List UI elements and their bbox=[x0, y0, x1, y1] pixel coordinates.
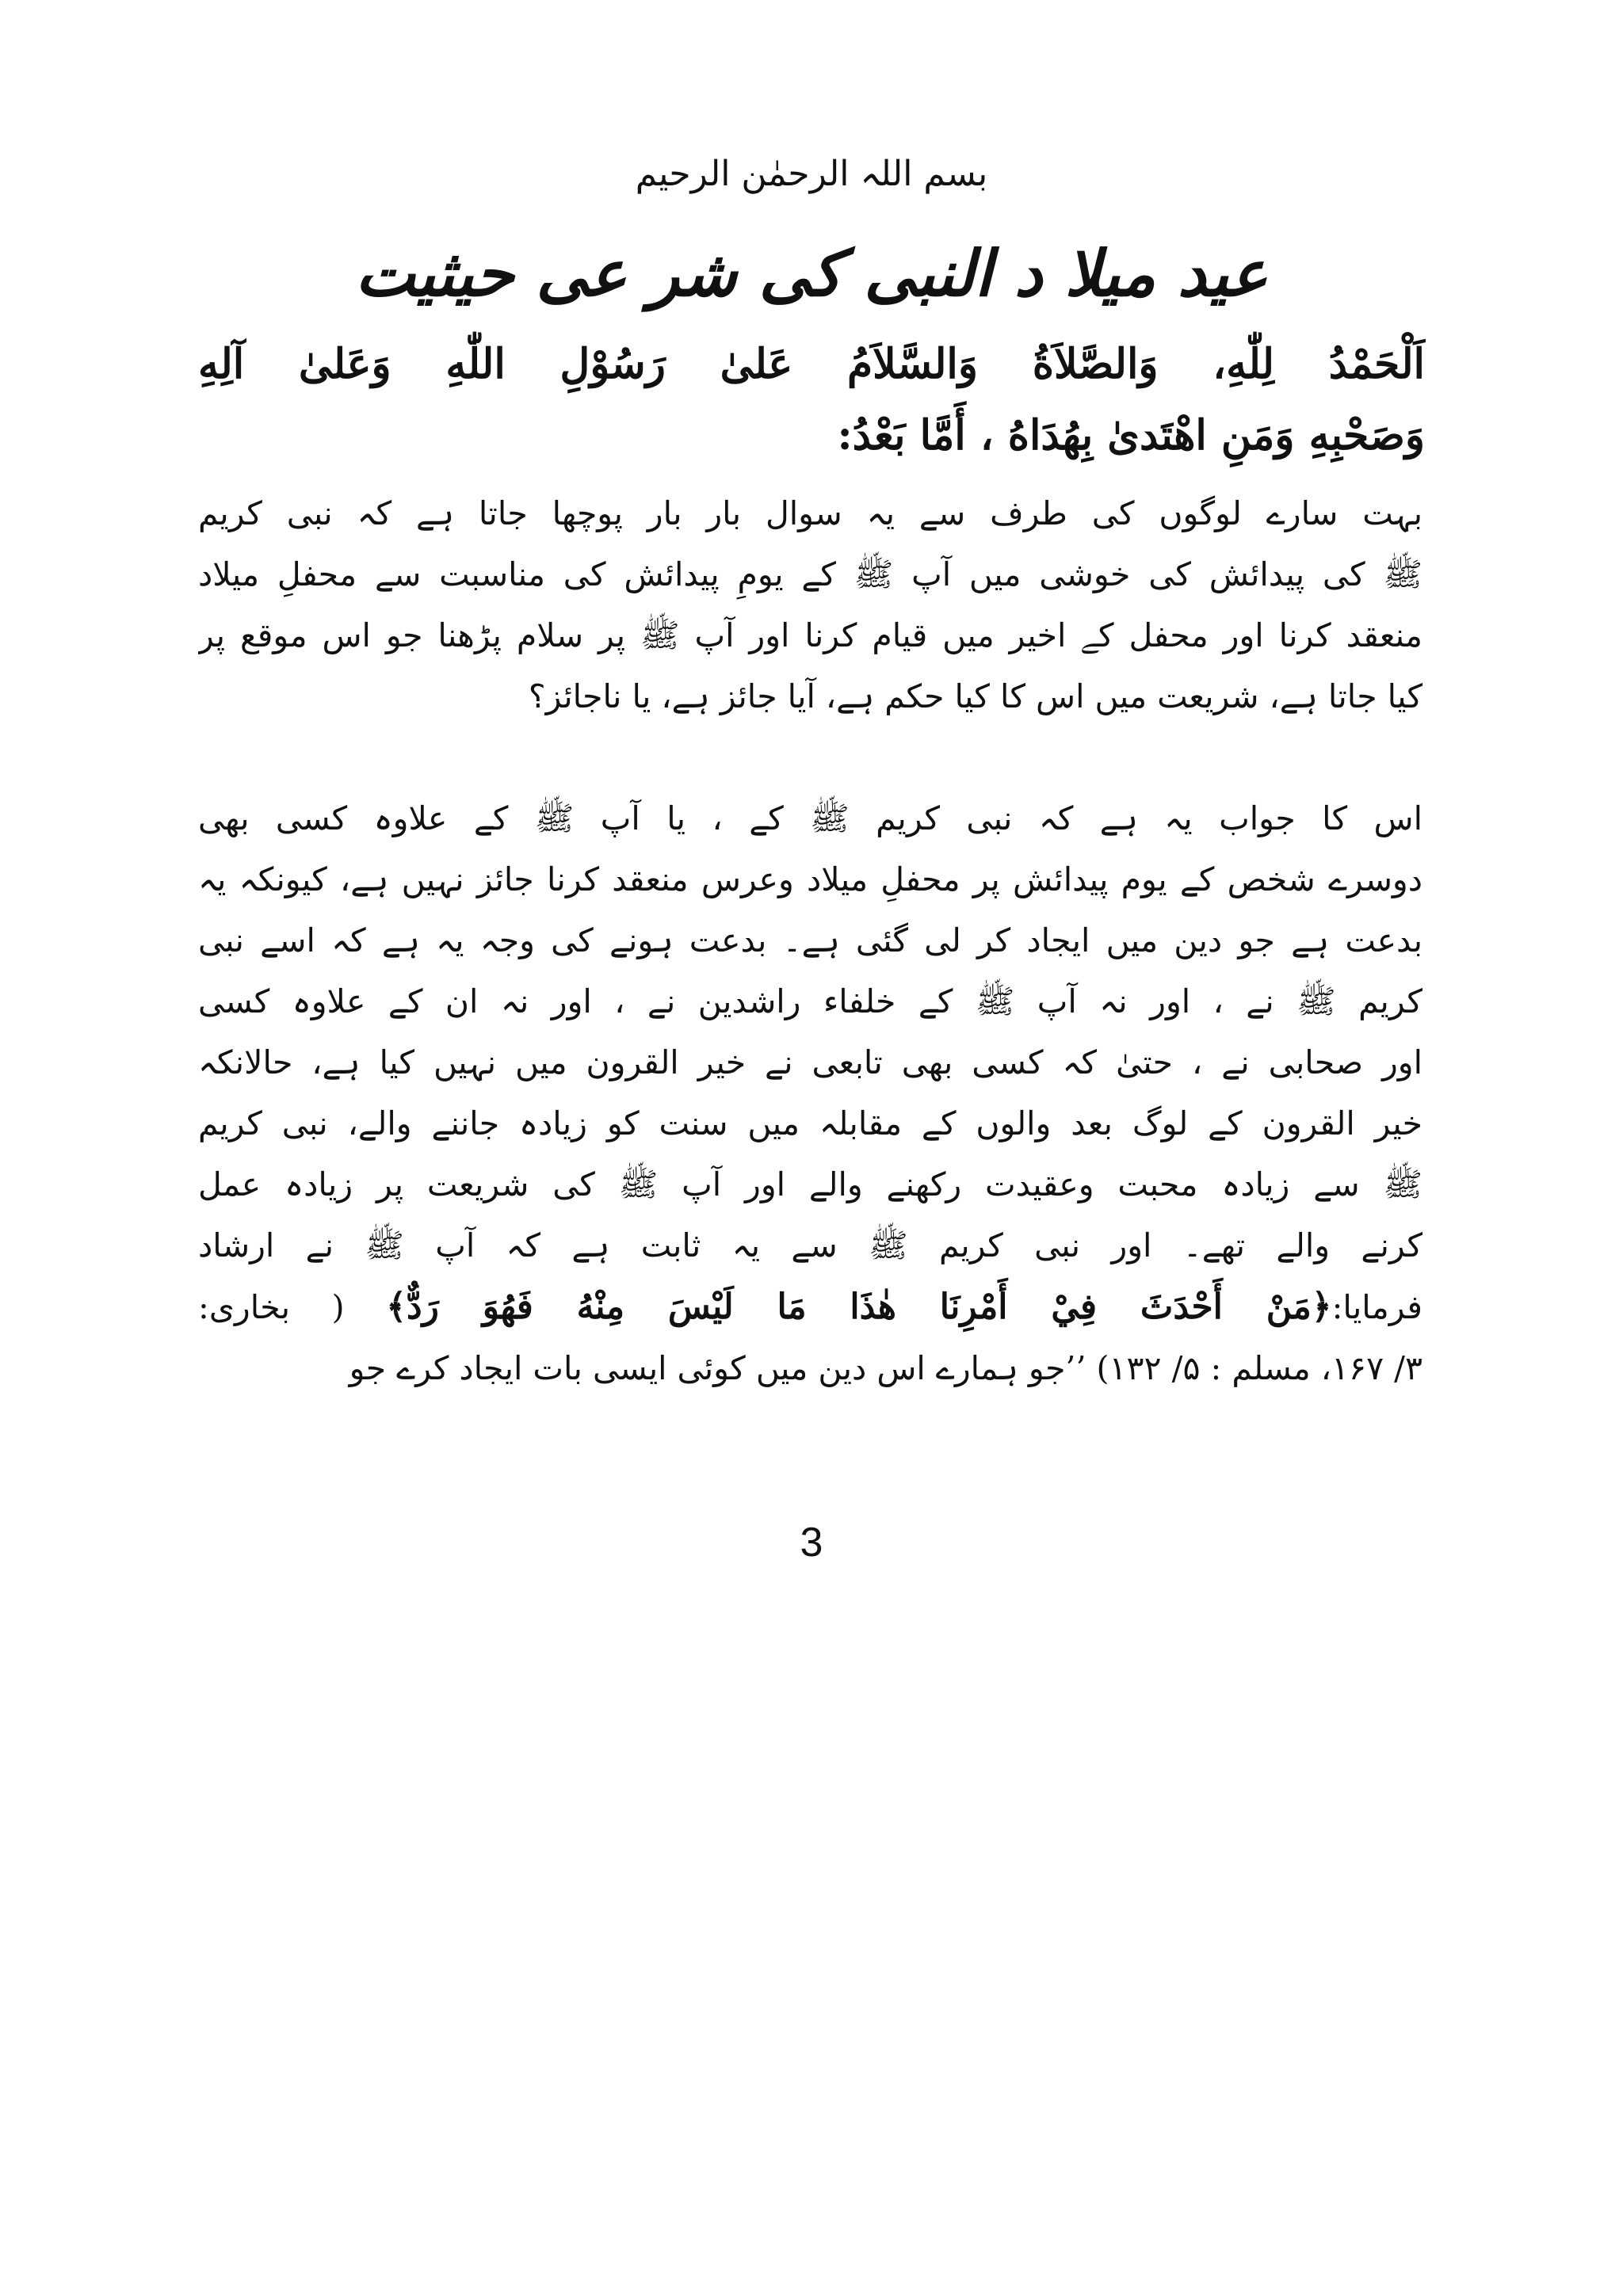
text-line: بدعت ہے جو دین میں ایجاد کر لی گئی ہے۔ بدعت ہونے کی وجہ یہ ہے کہ اسے نبی bbox=[198, 921, 1423, 959]
paragraph-question bbox=[198, 483, 1423, 727]
text-line: ﷺ سے زیادہ محبت وعقیدت رکھنے والے اور آپ ﷺ کی شریعت پر زیادہ عمل bbox=[198, 1165, 1423, 1203]
text-line: ۳/ ۱۶۷، مسلم : ۵/ ۱۳۲) ’’جو ہمارے اس دین میں کوئی ایسی بات ایجاد کرے جو bbox=[349, 1349, 1423, 1387]
opening-arabic-line-2: وَصَحْبِهِ وَمَنِ اهْتَدیٰ بِهُدَاهُ ، أَمَّا بَعْدُ: bbox=[837, 411, 1425, 460]
hadith-quote: ﴿مَنْ أَحْدَثَ فِيْ أَمْرِنَا هٰذَا مَا لَيْسَ مِنْهُ فَهُوَ رَدٌّ﴾ bbox=[386, 1287, 1332, 1327]
hadith-line bbox=[198, 1276, 1423, 1338]
page-number: 3 bbox=[800, 1520, 823, 1566]
text-line: خیر القرون کے لوگ بعد والوں کے مقابلہ میں سنت کو زیادہ جاننے والے، نبی کریم bbox=[198, 1104, 1423, 1142]
text-line: دوسرے شخص کے یوم پیدائش پر محفلِ میلاد وعرس منعقد کرنا جائز نہیں ہے، کیونکہ یہ bbox=[198, 860, 1423, 898]
text-line: کرنے والے تھے۔ اور نبی کریم ﷺ سے یہ ثابت ہے کہ آپ ﷺ نے ارشاد bbox=[198, 1226, 1423, 1264]
text-line: کریم ﷺ نے ، اور نہ آپ ﷺ کے خلفاء راشدین نے ، اور نہ ان کے علاوہ کسی bbox=[198, 982, 1423, 1020]
text-line: اور صحابی نے ، حتیٰ کہ کسی بھی تابعی نے خیر القرون میں نہیں کیا ہے، حالانکہ bbox=[198, 1043, 1423, 1081]
page-title: عید میلا د النبی کی شر عی حیثیت bbox=[355, 236, 1268, 311]
text-line: منعقد کرنا اور محفل کے اخیر میں قیام کرنا اور آپ ﷺ پر سلام پڑھنا جو اس موقع پر bbox=[198, 616, 1423, 654]
opening-arabic-line-1: اَلْحَمْدُ لِلّٰهِ، وَالصَّلاَةُ وَالسَّلاَمُ عَلیٰ رَسُوْلِ اللّٰهِ وَعَلیٰ آلِهِ bbox=[198, 340, 1425, 388]
text-line: کیا جاتا ہے، شریعت میں اس کا کیا حکم ہے، آیا جائز ہے، یا ناجائز؟ bbox=[528, 677, 1423, 715]
text-line: اس کا جواب یہ ہے کہ نبی کریم ﷺ کے ، یا آپ ﷺ کے علاوہ کسی بھی bbox=[198, 799, 1423, 837]
text-line: بہت سارے لوگوں کی طرف سے یہ سوال بار بار پوچھا جاتا ہے کہ نبی کریم bbox=[198, 494, 1423, 532]
bismillah-heading: بسم اللہ الرحمٰن الرحیم bbox=[635, 154, 988, 194]
text-line: ﷺ کی پیدائش کی خوشی میں آپ ﷺ کے یومِ پیدائش کی مناسبت سے محفلِ میلاد bbox=[198, 555, 1423, 593]
paragraph-answer bbox=[198, 788, 1423, 1399]
hadith-reference: ( بخاری: bbox=[198, 1288, 345, 1326]
hadith-prefix: فرمایا: bbox=[1331, 1288, 1423, 1326]
